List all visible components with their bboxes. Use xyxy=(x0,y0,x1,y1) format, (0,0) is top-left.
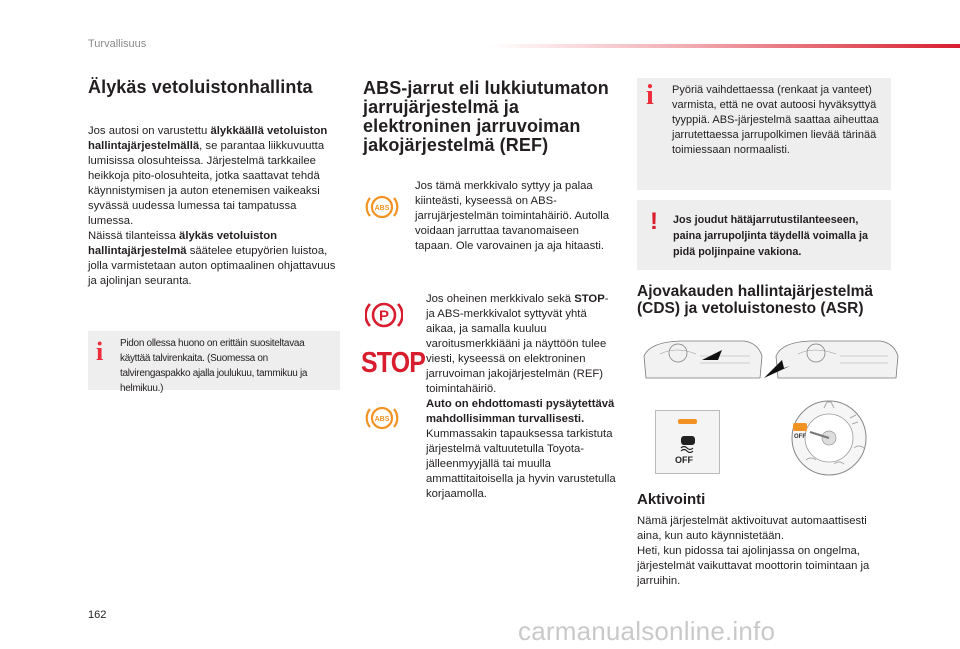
left-para-1: Jos autosi on varustettu älykkäällä vetoluiston hallintajärjestelmällä, se parantaa liikkuvuutta lumisissa olosuhteissa. Järjestelmä tarkkailee heikkoja pito-olosuhteita, jotka saattavat tehdä käynnistymisen ja auton etenemisen vaikeaksi syvässä uudessa lumessa tai tampatussa lumessa. xyxy=(88,125,328,227)
info-box-abs-wheels xyxy=(637,78,891,190)
aktivointi-text: Nämä järjestelmät aktivoituvat automaattisesti aina, kun auto käynnistetään. Heti, kun pidossa tai ajolinjassa on ongelma, järjestelmät vaikuttavat moottorin toimintaan ja jarruihin. xyxy=(637,515,870,587)
page-number: 162 xyxy=(88,609,107,621)
brake-p-warning-icon xyxy=(365,298,403,332)
ref-warning-text: Jos oheinen merkkivalo sekä STOP- ja ABS-merkkivalot syttyvät yhtä aikaa, ja samalla kuuluu varoitusmerkkiääni ja näyttöön tulee viesti, kyseessä on elektroninen jarruvoiman jakojärjestelmän (REF) toimintahäiriö. Auto on ehdottomasti pysäytettävä mahdollisimman turvallisesti. Kummassakin tapauksessa tarkistuta järjestelmä valtuutetulla Toyota-jälleenmyyjällä tai muulla ammattitaitoisella ja hyvin varustetulla korjaamolla. xyxy=(426,293,616,500)
header-accent-line xyxy=(490,44,960,48)
abs-icon-label-2: ABS xyxy=(374,416,390,423)
abs-warning-text: Jos tämä merkkivalo syttyy ja palaa kiinteästi, kyseessä on ABS-jarrujärjestelmän toimintahäiriö. Autolla voidaan jarruttaa tavanomaiseen tapaan. Ole varovainen ja aja hitaasti. xyxy=(415,180,610,252)
indicator-led xyxy=(678,419,697,424)
left-paragraphs xyxy=(88,124,342,289)
stop-instruction: Auto on ehdottomasti pysäytettävä mahdollisimman turvallisesti. xyxy=(426,398,615,425)
exclamation-icon: ! xyxy=(650,208,658,235)
abs-warning-icon-2 xyxy=(364,404,400,432)
section-title: Turvallisuus xyxy=(88,38,147,50)
info-box-winter-tyres xyxy=(88,331,340,394)
grip-control-dial-illustration xyxy=(780,398,878,478)
warning-box-text: Jos joudut hätäjarrutustilanteeseen, paina jarrupoljinta täydellä voimalla ja pidä poljinpaine vakiona. xyxy=(673,214,869,258)
title-smart-traction: Älykäs vetoluistonhallinta xyxy=(88,77,313,97)
dial-off-label: OFF xyxy=(794,434,806,440)
title-abs-ref: ABS-jarrut eli lukkiutumaton jarrujärjestelmä ja elektroninen jarruvoiman jakojärjestelmä (REF) xyxy=(363,78,609,155)
info-box-abs-text: Pyöriä vaihdettaessa (renkaat ja vanteet) varmista, että ne ovat autoosi hyväksyttyä tyyppiä. ABS-järjestelmä saattaa aiheuttaa jarrutettaessa jarrupolkimen lievää tärinää toimiessaan normaalisti. xyxy=(672,84,879,156)
info-box-text: Pidon ollessa huono on erittäin suositeltavaa käyttää talvirenkaita. (Suomessa on talvirengaspakko ajalla joulukuu, tammikuu ja helmikuu.) xyxy=(120,338,308,394)
stop-warning-icon: STOP xyxy=(361,347,426,379)
off-label: OFF xyxy=(675,455,693,465)
p-icon-label: P xyxy=(378,307,390,325)
info-icon: i xyxy=(96,337,104,366)
left-para-2: Näissä tilanteissa älykäs vetoluiston hallintajärjestelmä säätelee etupyörien luistoa, jolla varmistetaan auton optimaalinen ohjattavuus ja ajolinjan seuranta. xyxy=(88,230,336,287)
title-aktivointi: Aktivointi xyxy=(637,491,706,508)
skid-car-icon xyxy=(678,433,698,453)
info-icon-2: i xyxy=(646,80,654,111)
watermark: carmanualsonline.info xyxy=(518,616,776,646)
title-cds-asr: Ajovakauden hallintajärjestelmä (CDS) ja vetoluistonesto (ASR) xyxy=(637,283,874,317)
abs-warning-icon xyxy=(364,193,400,221)
abs-icon-label: ABS xyxy=(374,205,390,212)
traction-off-button-illustration xyxy=(655,410,720,474)
warning-box-emergency-braking xyxy=(637,200,891,270)
dashboard-illustration xyxy=(640,336,900,384)
